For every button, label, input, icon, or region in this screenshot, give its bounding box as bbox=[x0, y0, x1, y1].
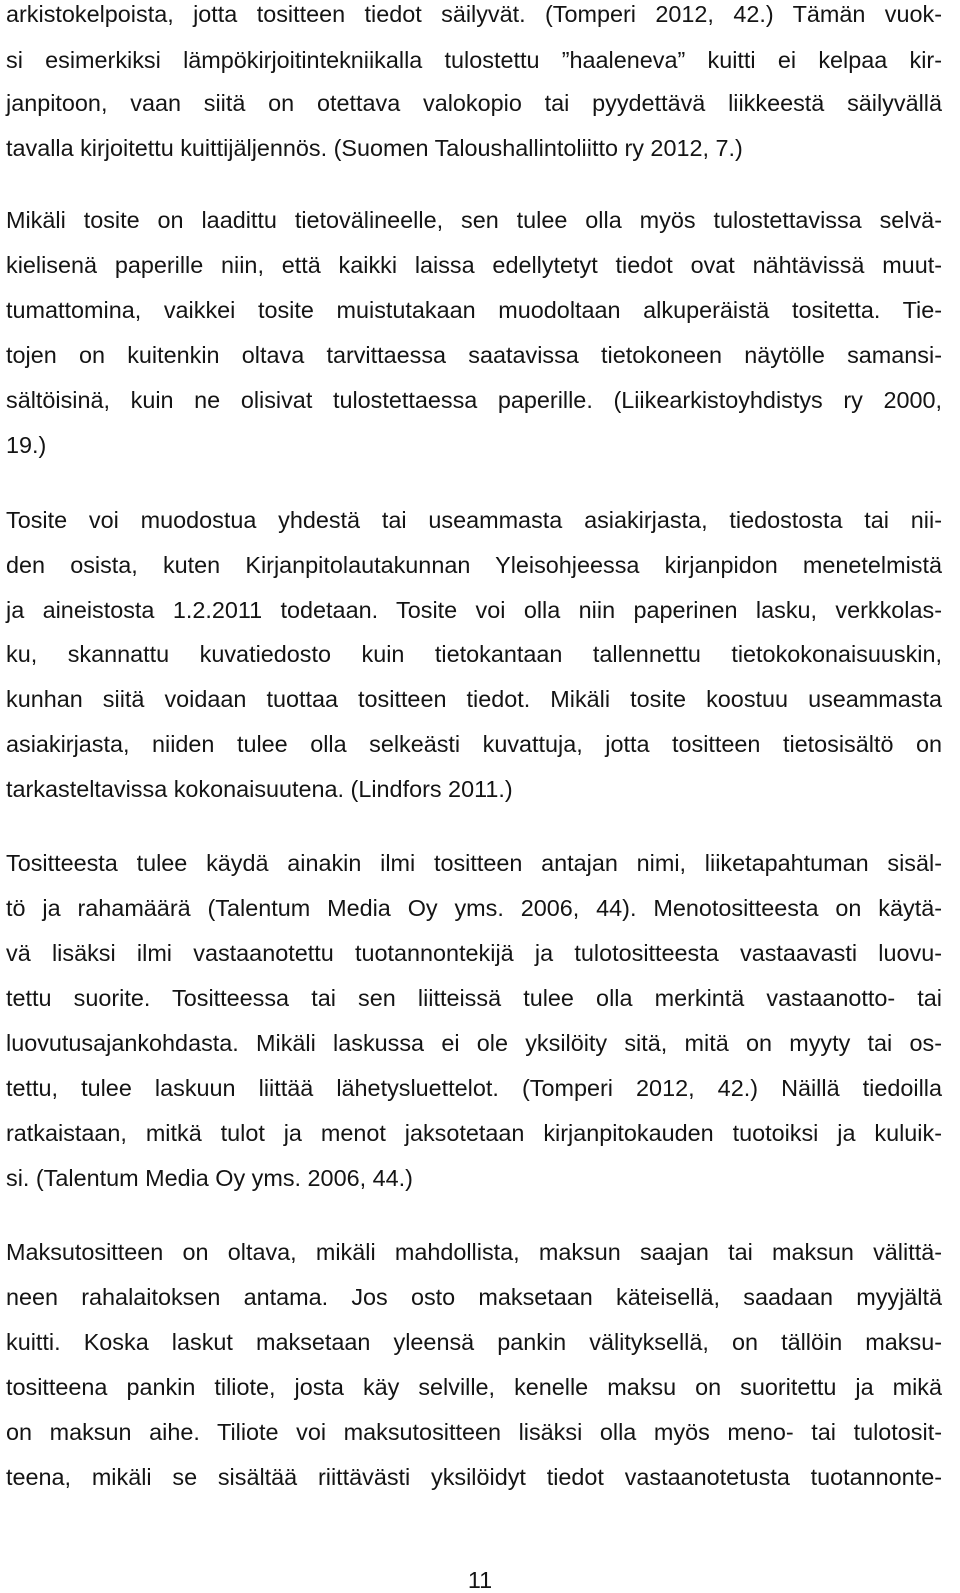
paragraph-1-line-2: si esimerkiksi lämpökirjoitintekniikalla tulostettu ”haaleneva” kuitti ei kelpaa kir- bbox=[6, 47, 942, 73]
paragraph-2-line-5: sältöisinä, kuin ne olisivat tulostettaessa paperille. (Liikearkistoyhdistys ry 2000, bbox=[6, 387, 942, 413]
paragraph-4-line-6: tettu, tulee laskuun liittää lähetysluettelot. (Tomperi 2012, 42.) Näillä tiedoilla bbox=[6, 1075, 942, 1101]
paragraph-4-line-8: si. (Talentum Media Oy yms. 2006, 44.) bbox=[6, 1165, 413, 1191]
paragraph-5-line-4: tositteena pankin tiliote, josta käy selville, kenelle maksu on suoritettu ja mikä bbox=[6, 1374, 942, 1400]
paragraph-1-line-3: janpitoon, vaan siitä on otettava valokopio tai pyydettävä liikkeestä säilyvällä bbox=[6, 90, 942, 116]
paragraph-4-line-5: luovutusajankohdasta. Mikäli laskussa ei ole yksilöity sitä, mitä on myyty tai os- bbox=[6, 1030, 942, 1056]
paragraph-2-line-4: tojen on kuitenkin oltava tarvittaessa saatavissa tietokoneen näytölle samansi- bbox=[6, 342, 942, 368]
paragraph-4-line-3: vä lisäksi ilmi vastaanotettu tuotannontekijä ja tulotositteesta vastaavasti luovu- bbox=[6, 940, 942, 966]
paragraph-5-line-6: teena, mikäli se sisältää riittävästi yksilöidyt tiedot vastaanotetusta tuotannonte- bbox=[6, 1464, 942, 1490]
paragraph-4-line-7: ratkaistaan, mitkä tulot ja menot jaksotetaan kirjanpitokauden tuotoiksi ja kuluik- bbox=[6, 1120, 942, 1146]
paragraph-1-line-1: arkistokelpoista, jotta tositteen tiedot säilyvät. (Tomperi 2012, 42.) Tämän vuok- bbox=[6, 1, 942, 27]
paragraph-4-line-2: tö ja rahamäärä (Talentum Media Oy yms. 2006, 44). Menotositteesta on käytä- bbox=[6, 895, 942, 921]
paragraph-2-line-2: kielisenä paperille niin, että kaikki laissa edellytetyt tiedot ovat nähtävissä muut- bbox=[6, 252, 942, 278]
paragraph-4-line-1: Tositteesta tulee käydä ainakin ilmi tositteen antajan nimi, liiketapahtuman sisäl- bbox=[6, 850, 942, 876]
paragraph-5-line-1: Maksutositteen on oltava, mikäli mahdollista, maksun saajan tai maksun välittä- bbox=[6, 1239, 942, 1265]
paragraph-5-line-5: on maksun aihe. Tiliote voi maksutositteen lisäksi olla myös meno- tai tulotosit- bbox=[6, 1419, 942, 1445]
paragraph-3-line-6: asiakirjasta, niiden tulee olla selkeästi kuvattuja, jotta tositteen tietosisältö on bbox=[6, 731, 942, 757]
paragraph-3-line-5: kunhan siitä voidaan tuottaa tositteen tiedot. Mikäli tosite koostuu useammasta bbox=[6, 686, 942, 712]
paragraph-2-line-6: 19.) bbox=[6, 432, 47, 458]
paragraph-3-line-4: ku, skannattu kuvatiedosto kuin tietokantaan tallennettu tietokokonaisuuskin, bbox=[6, 641, 942, 667]
paragraph-5-line-3: kuitti. Koska laskut maksetaan yleensä pankin välityksellä, on tällöin maksu- bbox=[6, 1329, 942, 1355]
paragraph-1-line-4: tavalla kirjoitettu kuittijäljennös. (Suomen Taloushallintoliitto ry 2012, 7.) bbox=[6, 135, 743, 161]
paragraph-3-line-3: ja aineistosta 1.2.2011 todetaan. Tosite voi olla niin paperinen lasku, verkkolas- bbox=[6, 597, 942, 623]
paragraph-2-line-1: Mikäli tosite on laadittu tietovälineelle, sen tulee olla myös tulostettavissa selvä- bbox=[6, 207, 942, 233]
paragraph-4-line-4: tettu suorite. Tositteessa tai sen liitteissä tulee olla merkintä vastaanotto- tai bbox=[6, 985, 942, 1011]
paragraph-5-line-2: neen rahalaitoksen antama. Jos osto maksetaan käteisellä, saadaan myyjältä bbox=[6, 1284, 942, 1310]
paragraph-3-line-7: tarkasteltavissa kokonaisuutena. (Lindfors 2011.) bbox=[6, 776, 513, 802]
paragraph-2-line-3: tumattomina, vaikkei tosite muistutakaan muodoltaan alkuperäistä tositetta. Tie- bbox=[6, 297, 942, 323]
paragraph-3-line-1: Tosite voi muodostua yhdestä tai useammasta asiakirjasta, tiedostosta tai nii- bbox=[6, 507, 942, 533]
page-number: 11 bbox=[467, 1567, 493, 1593]
paragraph-3-line-2: den osista, kuten Kirjanpitolautakunnan Yleisohjeessa kirjanpidon menetelmistä bbox=[6, 552, 942, 578]
